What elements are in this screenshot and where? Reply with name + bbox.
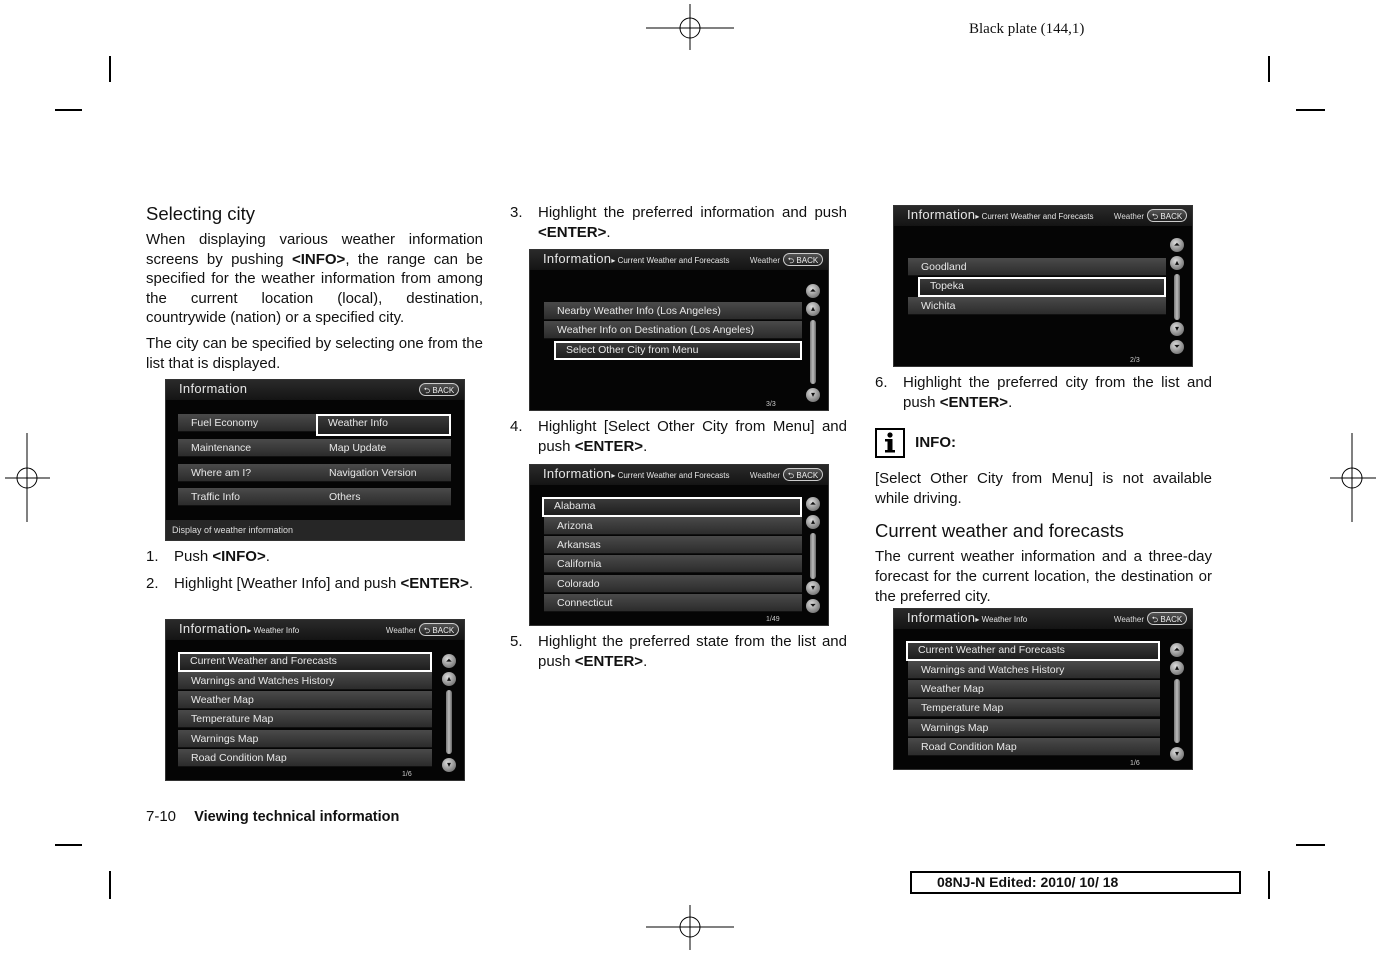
scroll-top-icon[interactable]: ⏶ — [806, 284, 820, 298]
scrollbar[interactable] — [442, 654, 456, 769]
page-indicator: 3/3 — [766, 401, 776, 408]
screen-title: Information▸ Current Weather and Forecasts — [543, 466, 730, 481]
screen-title: Information▸ Current Weather and Forecasts — [543, 251, 730, 266]
list-item[interactable]: Weather Info on Destination (Los Angeles) — [544, 321, 802, 339]
back-button[interactable]: ⮌ BACK — [419, 623, 459, 636]
list-item[interactable]: Road Condition Map — [908, 738, 1160, 756]
screen-current-weather — [529, 249, 829, 411]
list-item[interactable]: Weather Map — [908, 680, 1160, 698]
scroll-down-icon[interactable]: ▾ — [1170, 322, 1184, 336]
weather-label: Weather — [385, 626, 416, 635]
screen-footer: Display of weather information — [166, 520, 464, 540]
scroll-down-icon[interactable]: ▾ — [1170, 747, 1184, 761]
list-item[interactable]: Arizona — [544, 517, 802, 535]
back-button[interactable]: ⮌ BACK — [783, 468, 823, 481]
step: 2. Highlight [Weather Info] and push <ENTER>. — [146, 574, 474, 592]
column-2-step4 — [510, 417, 847, 456]
list-item[interactable]: Colorado — [544, 575, 802, 593]
menu-item[interactable]: Maintenance — [178, 439, 316, 457]
list-item-selected[interactable]: Topeka — [918, 277, 1166, 297]
page-indicator: 1/6 — [1130, 760, 1140, 767]
step: 5. Highlight the preferred state from the list and push <ENTER>. — [510, 633, 847, 670]
step: 6. Highlight the preferred city from the list and push <ENTER>. — [875, 374, 1212, 411]
scrollbar[interactable] — [1170, 238, 1184, 352]
edited-stamp: 08NJ-N Edited: 2010/ 10/ 18 — [910, 871, 1241, 894]
section-heading: Current weather and forecasts — [875, 520, 1124, 542]
list-item[interactable]: Goodland — [908, 258, 1166, 276]
back-button[interactable]: ⮌ BACK — [419, 383, 459, 396]
list-item[interactable]: Warnings and Watches History — [178, 672, 432, 690]
list-item[interactable]: Warnings Map — [178, 730, 432, 748]
weather-label: Weather — [1113, 615, 1144, 624]
column-2-step5 — [510, 632, 847, 671]
list-item[interactable]: Warnings and Watches History — [908, 661, 1160, 679]
list-item[interactable]: Temperature Map — [178, 710, 432, 728]
menu-item-selected[interactable]: Weather Info — [316, 414, 451, 436]
paragraph: The city can be specified by selecting one from the list that is displayed. — [146, 334, 483, 372]
screen-title: Information▸ Current Weather and Forecasts — [907, 207, 1094, 222]
scroll-top-icon[interactable]: ⏶ — [1170, 643, 1184, 657]
list-item[interactable]: Wichita — [908, 297, 1166, 315]
scroll-top-icon[interactable]: ⏶ — [1170, 238, 1184, 252]
scroll-up-icon[interactable]: ▴ — [1170, 256, 1184, 270]
scroll-up-icon[interactable]: ▴ — [806, 302, 820, 316]
screen-title: Information▸ Weather Info — [907, 610, 1028, 625]
scroll-bottom-icon[interactable]: ⏷ — [1170, 340, 1184, 354]
screen-title: Information▸ Weather Info — [179, 621, 300, 636]
screen-information-menu — [165, 379, 465, 541]
menu-item[interactable]: Where am I? — [178, 464, 316, 482]
weather-label: Weather — [749, 256, 780, 265]
scroll-top-icon[interactable]: ⏶ — [442, 654, 456, 668]
step: 3. Highlight the preferred information and push <ENTER>. — [510, 204, 847, 241]
weather-label: Weather — [749, 471, 780, 480]
menu-item[interactable]: Navigation Version — [316, 464, 451, 482]
page-indicator: 2/3 — [1130, 357, 1140, 364]
scroll-down-icon[interactable]: ▾ — [806, 581, 820, 595]
scroll-up-icon[interactable]: ▴ — [806, 515, 820, 529]
list-item[interactable]: Nearby Weather Info (Los Angeles) — [544, 302, 802, 320]
menu-item[interactable]: Map Update — [316, 439, 451, 457]
column-1 — [146, 202, 483, 373]
list-item[interactable]: Connecticut — [544, 594, 802, 612]
scroll-bottom-icon[interactable]: ⏷ — [806, 599, 820, 613]
list-item-selected[interactable]: Current Weather and Forecasts — [178, 652, 432, 672]
info-icon — [875, 428, 905, 458]
step: 4. Highlight [Select Other City from Menu] and push <ENTER>. — [510, 418, 847, 455]
screen-weather-info-2 — [893, 608, 1193, 770]
paragraph: The current weather information and a three-day forecast for the current location, the destination or the preferred city. — [875, 548, 1212, 605]
page-footer — [146, 808, 399, 825]
info-box — [875, 428, 1212, 460]
back-button[interactable]: ⮌ BACK — [1147, 612, 1187, 625]
list-item[interactable]: Road Condition Map — [178, 749, 432, 767]
scroll-down-icon[interactable]: ▾ — [442, 758, 456, 772]
menu-item[interactable]: Traffic Info — [178, 488, 316, 506]
step: 1. Push <INFO>. — [146, 548, 270, 565]
page-indicator: 1/49 — [766, 616, 780, 623]
info-label: INFO: — [915, 434, 956, 452]
scroll-top-icon[interactable]: ⏶ — [806, 497, 820, 511]
list-item[interactable]: Temperature Map — [908, 699, 1160, 717]
screen-weather-info — [165, 619, 465, 781]
section-heading: Selecting city — [146, 203, 255, 224]
plate-label: Black plate (144,1) — [969, 21, 1085, 37]
screen-state-list — [529, 464, 829, 626]
section-name: Viewing technical information — [194, 809, 400, 825]
scrollbar[interactable] — [806, 284, 820, 399]
weather-label: Weather — [1113, 212, 1144, 221]
scroll-down-icon[interactable]: ▾ — [806, 388, 820, 402]
column-3-text — [875, 373, 1212, 606]
menu-item[interactable]: Others — [316, 488, 451, 506]
column-1-steps — [146, 547, 483, 593]
scrollbar[interactable] — [1170, 643, 1184, 758]
scroll-up-icon[interactable]: ▴ — [442, 672, 456, 686]
back-button[interactable]: ⮌ BACK — [783, 253, 823, 266]
screen-title: Information — [179, 381, 248, 396]
menu-item[interactable]: Fuel Economy — [178, 414, 316, 432]
scroll-up-icon[interactable]: ▴ — [1170, 661, 1184, 675]
column-2-step3 — [510, 203, 847, 242]
list-item-selected[interactable]: Select Other City from Menu — [554, 341, 802, 360]
page-number: 7-10 — [146, 808, 177, 825]
info-text: [Select Other City from Menu] is not available while driving. — [875, 470, 1212, 507]
screen-city-list — [893, 205, 1193, 367]
list-item-selected[interactable]: Current Weather and Forecasts — [906, 641, 1160, 661]
back-button[interactable]: ⮌ BACK — [1147, 209, 1187, 222]
list-item-selected[interactable]: Alabama — [542, 497, 802, 517]
list-item[interactable]: California — [544, 555, 802, 573]
list-item[interactable]: Warnings Map — [908, 719, 1160, 737]
list-item[interactable]: Arkansas — [544, 536, 802, 554]
scrollbar[interactable] — [806, 497, 820, 611]
paragraph: When displaying various weather information screens by pushing <INFO>, the range can be specified for the weather information from among the current location (local), destination, countrywide (nation) or a specified city. — [146, 231, 483, 327]
page-indicator: 1/6 — [402, 771, 412, 778]
list-item[interactable]: Weather Map — [178, 691, 432, 709]
